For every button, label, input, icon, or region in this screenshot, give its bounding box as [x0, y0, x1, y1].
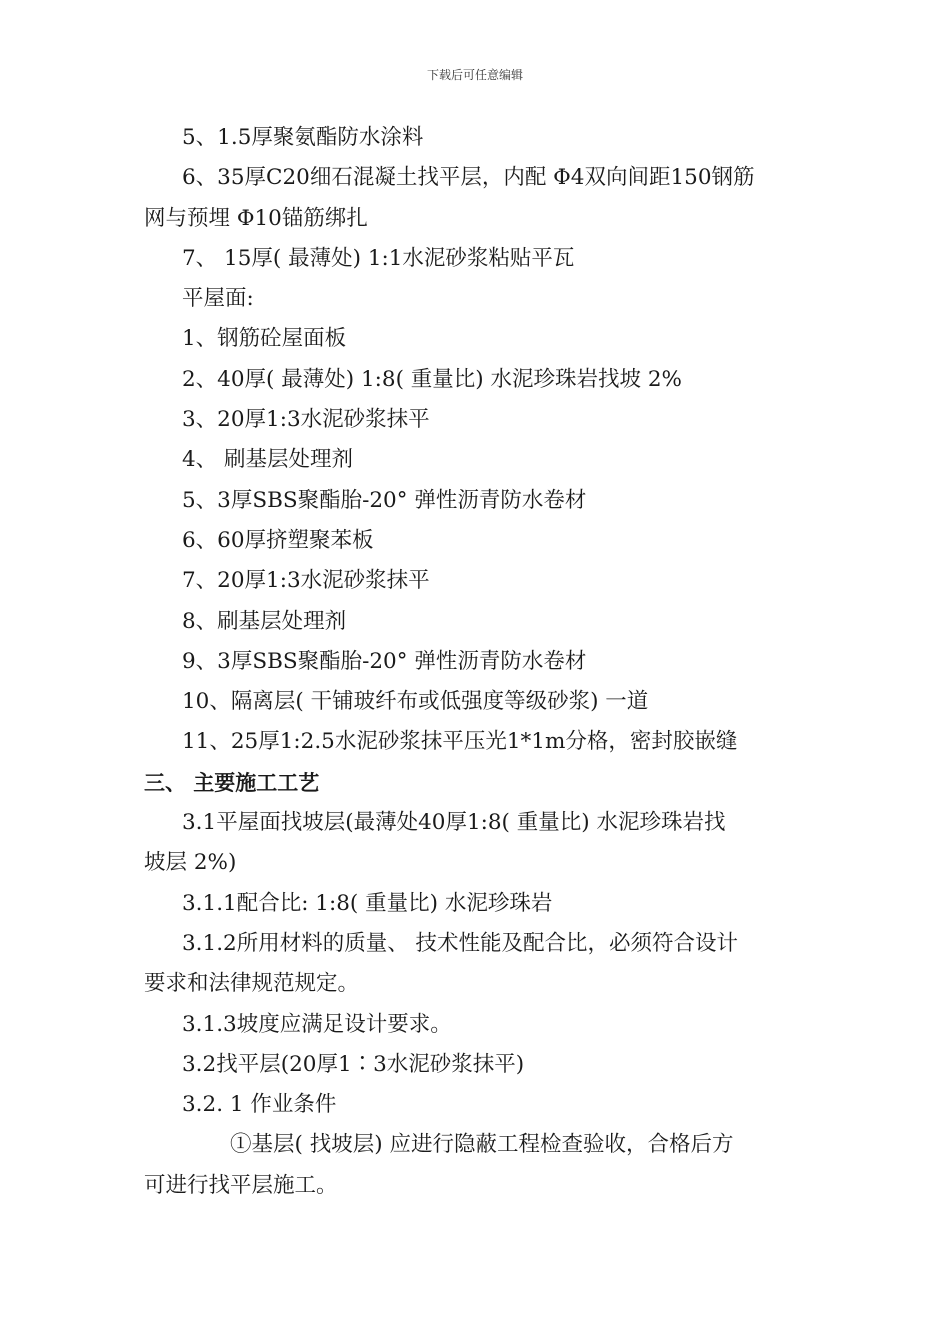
- text-line: 要求和法律规范规定。: [144, 971, 360, 997]
- text-line: 10、隔离层( 干铺玻纤布或低强度等级砂浆) 一道: [182, 689, 649, 715]
- text-line: 3.2. 1 作业条件: [182, 1092, 337, 1118]
- text-line: 6、35厚C20细石混凝土找平层，内配 Φ4双向间距150钢筋: [182, 165, 755, 191]
- text-line: 平屋面:: [182, 286, 254, 312]
- text-line: 7、 15厚( 最薄处) 1:1水泥砂浆粘贴平瓦: [182, 245, 575, 271]
- text-line: 9、3厚SBS聚酯胎-20° 弹性沥青防水卷材: [182, 648, 587, 674]
- text-line: 3.1.1配合比: 1:8( 重量比) 水泥珍珠岩: [182, 890, 553, 916]
- text-line: ①基层( 找坡层) 应进行隐蔽工程检查验收，合格后方: [230, 1132, 734, 1158]
- text-line: 3、20厚1:3水泥砂浆抹平: [182, 407, 430, 433]
- text-line: 3.1平屋面找坡层(最薄处40厚1:8( 重量比) 水泥珍珠岩找: [182, 810, 726, 836]
- text-line: 5、1.5厚聚氨酯防水涂料: [182, 125, 424, 150]
- text-line: 3.2找平层(20厚1∶3水泥砂浆抹平): [182, 1051, 525, 1077]
- text-line: 6、60厚挤塑聚苯板: [182, 527, 374, 553]
- text-line: 可进行找平层施工。: [144, 1172, 338, 1198]
- section-heading: 三、 主要施工工艺: [144, 770, 320, 795]
- text-line: 5、3厚SBS聚酯胎-20° 弹性沥青防水卷材: [182, 487, 587, 513]
- text-line: 7、20厚1:3水泥砂浆抹平: [182, 568, 430, 594]
- text-line: 4、 刷基层处理剂: [182, 447, 354, 473]
- text-line: 1、钢筋砼屋面板: [182, 326, 347, 352]
- text-line: 3.1.3坡度应满足设计要求。: [182, 1011, 452, 1037]
- page-header: 下载后可任意编辑: [426, 68, 523, 82]
- text-line: 2、40厚( 最薄处) 1:8( 重量比) 水泥珍珠岩找坡 2%: [182, 366, 682, 392]
- text-line: 坡层 2%): [144, 850, 237, 876]
- text-line: 网与预埋 Φ10锚筋绑扎: [144, 205, 368, 231]
- text-line: 11、25厚1:2.5水泥砂浆抹平压光1*1m分格，密封胶嵌缝: [182, 729, 738, 755]
- text-line: 8、刷基层处理剂: [182, 608, 347, 634]
- text-line: 3.1.2所用材料的质量、 技术性能及配合比，必须符合设计: [182, 930, 739, 956]
- document-body: [144, 118, 794, 1206]
